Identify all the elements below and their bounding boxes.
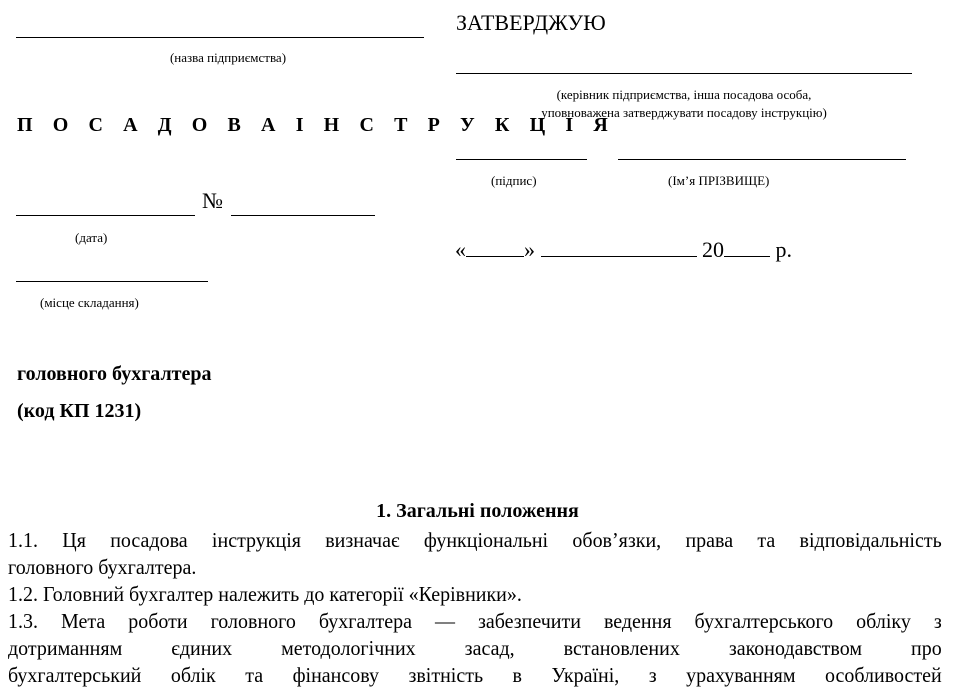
number-sign: № — [202, 188, 223, 213]
date-caption: (дата) — [75, 230, 108, 245]
approver-field-line[interactable] — [456, 73, 912, 74]
paragraph-1-3-line3: бухгалтерський облік та фінансову звітність в Україні, з урахуванням особливостей — [8, 663, 942, 687]
approval-date-row — [455, 236, 792, 263]
org-name-caption: (назва підприємства) — [169, 50, 287, 65]
signature-caption: (підпис) — [491, 173, 537, 188]
paragraph-1-3-line1: 1.3. Мета роботи головного бухгалтера — забезпечити ведення бухгалтерського обліку з — [8, 609, 942, 633]
signature-field-line[interactable] — [456, 159, 587, 160]
paragraph-1-3-line2: дотриманням єдиних методологічних засад, встановлених законодавством про — [8, 636, 942, 660]
name-field-line[interactable] — [618, 159, 906, 160]
year-suffix: р. — [775, 237, 792, 262]
approver-caption-line1: (керівник підприємства, інша посадова особа, — [556, 87, 812, 102]
year-prefix: 20 — [702, 237, 724, 262]
paragraph-1-1 — [8, 527, 942, 581]
open-quote: « — [455, 237, 466, 262]
paragraph-1-3 — [8, 608, 942, 689]
close-quote: » — [524, 237, 535, 262]
month-field[interactable] — [541, 236, 697, 257]
approver-caption-line2: уповноважена затверджувати посадову інструкцію) — [541, 105, 827, 120]
day-field[interactable] — [466, 236, 524, 257]
position-name: головного бухгалтера — [17, 363, 212, 385]
paragraph-1-1-line2: головного бухгалтера. — [8, 555, 197, 579]
year-field[interactable] — [724, 236, 770, 257]
position-code: (код КП 1231) — [17, 400, 142, 422]
paragraph-1-2-line1: 1.2. Головний бухгалтер належить до категорії «Керівники». — [8, 582, 522, 606]
approve-label: ЗАТВЕРДЖУЮ — [456, 10, 606, 35]
document-title: П О С А Д О В А І Н С Т Р У К Ц І Я — [17, 114, 616, 136]
place-field-line[interactable] — [16, 281, 208, 282]
doc-number-field-line[interactable] — [231, 215, 375, 216]
paragraph-1-2 — [8, 581, 877, 608]
place-caption: (місце складання) — [40, 295, 139, 310]
org-name-field-line[interactable] — [16, 37, 424, 38]
name-caption: (Ім’я ПРІЗВИЩЕ) — [668, 173, 770, 188]
section-heading: 1. Загальні положення — [376, 500, 579, 522]
date-field-line[interactable] — [16, 215, 195, 216]
paragraph-1-1-line1: 1.1. Ця посадова інструкція визначає функціональні обов’язки, права та відповідальність — [8, 528, 942, 552]
